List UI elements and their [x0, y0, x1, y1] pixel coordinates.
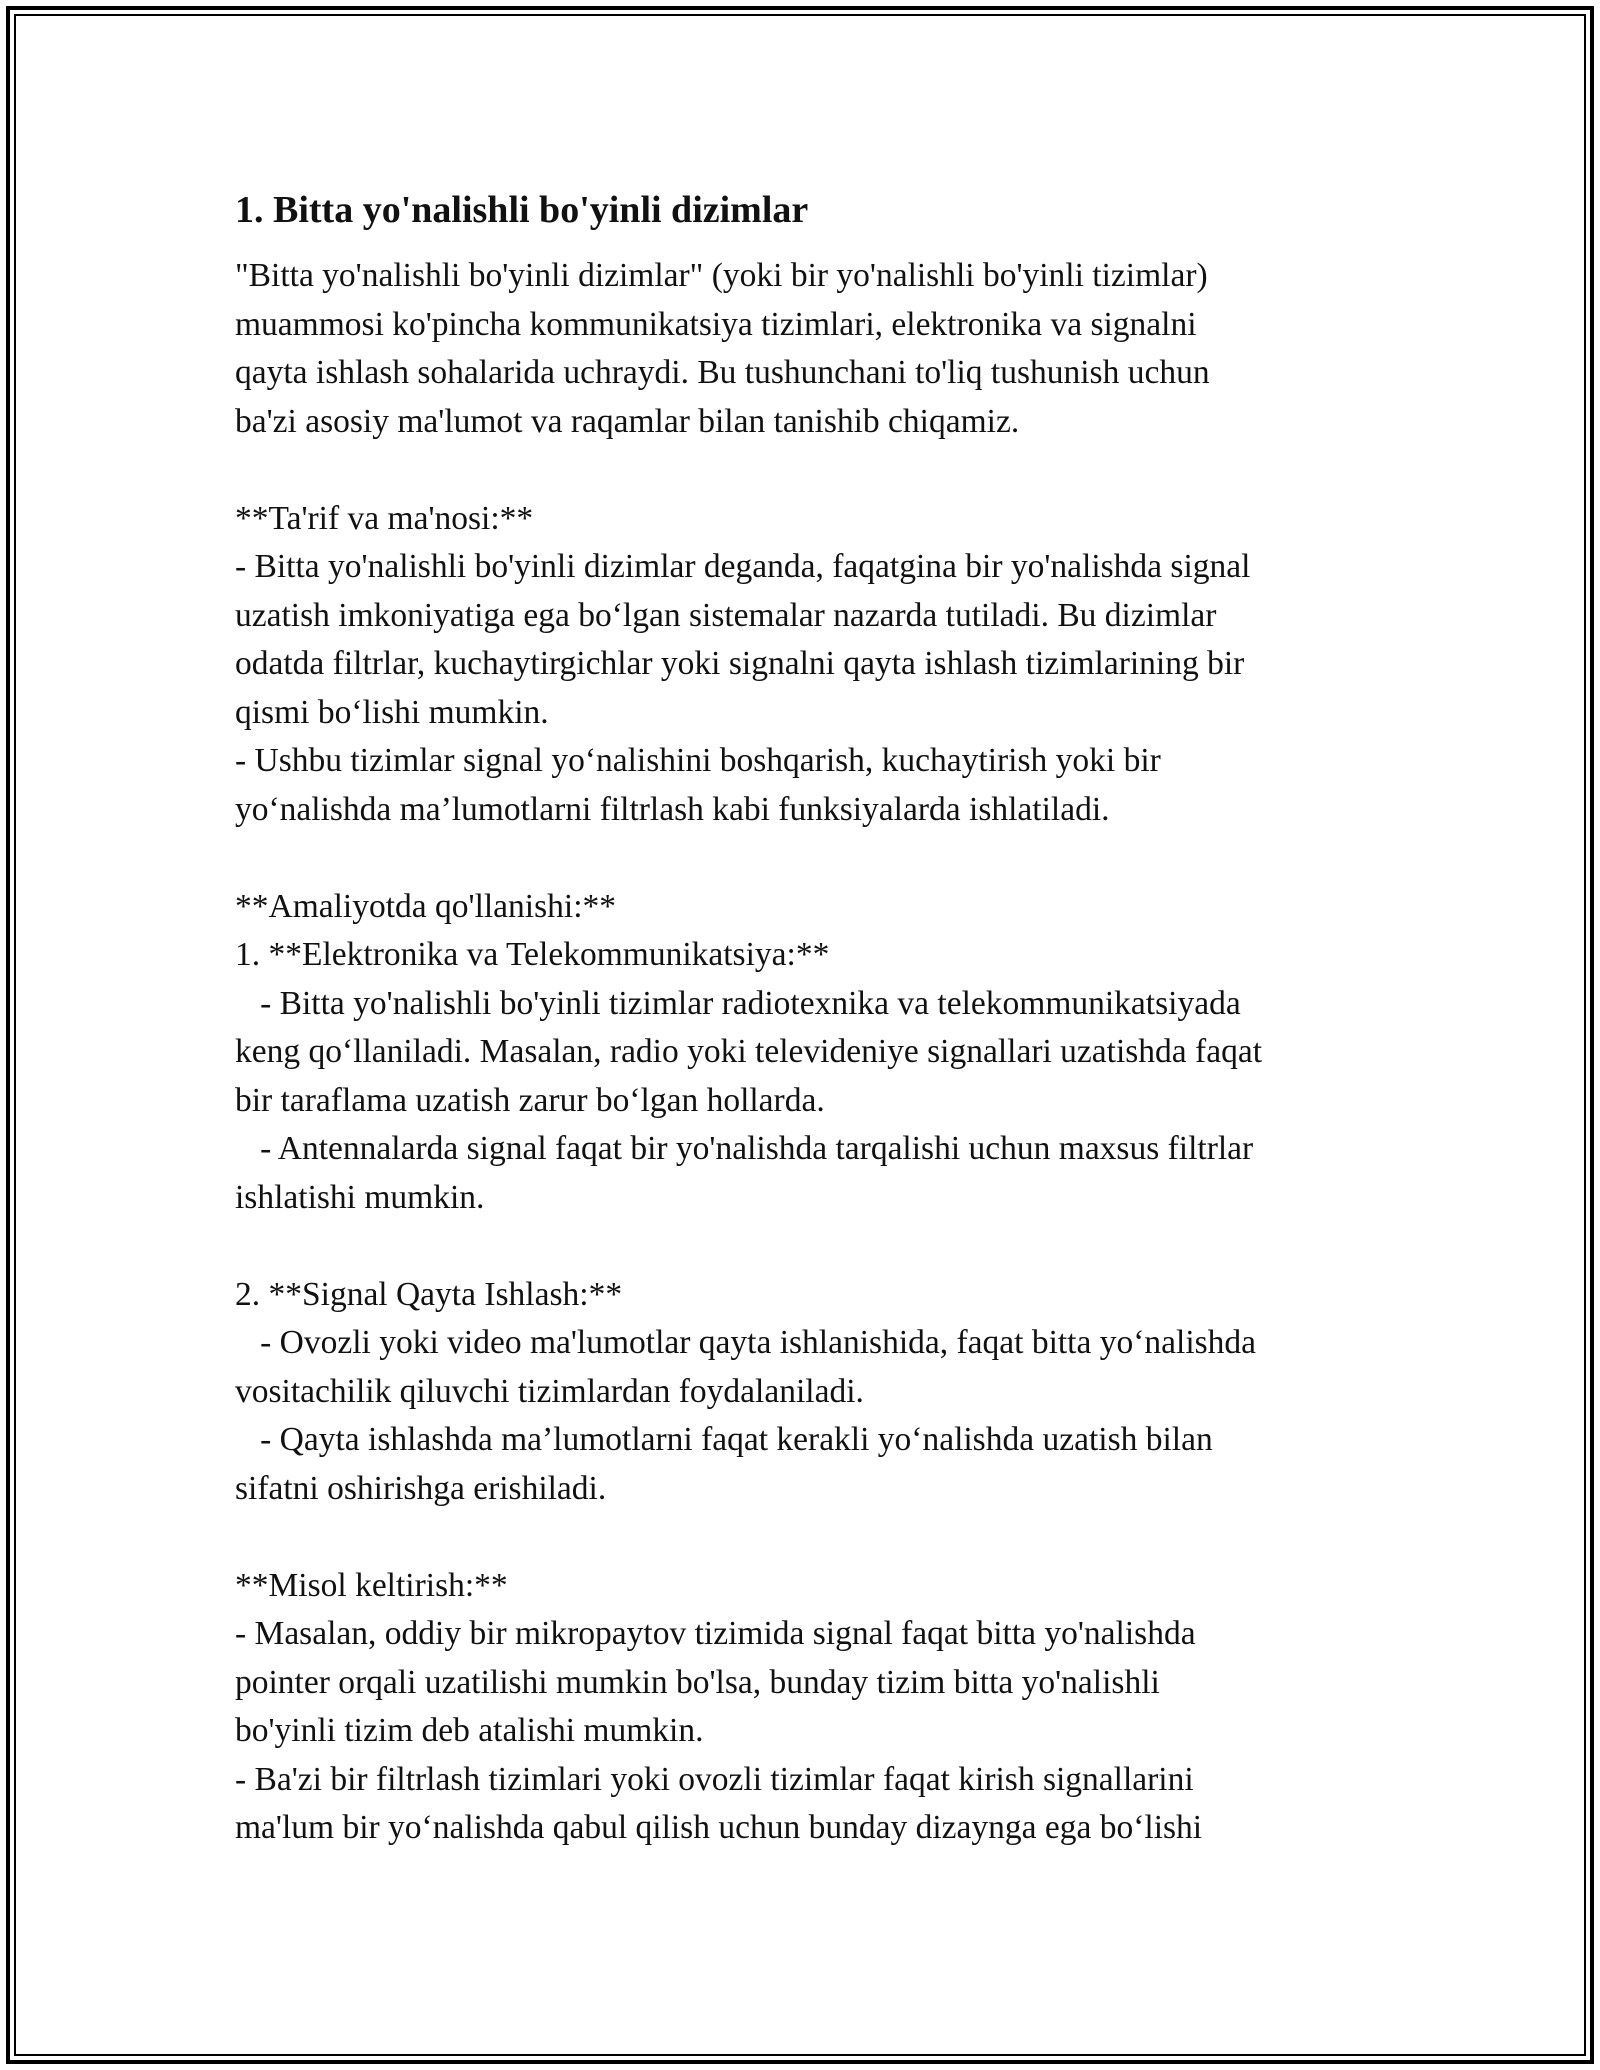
- text-line: bo'yinli tizim deb atalishi mumkin.: [235, 1712, 704, 1749]
- text-line: - Masalan, oddiy bir mikropaytov tizimida signal faqat bitta yo'nalishda: [235, 1615, 1196, 1652]
- text-line: **Amaliyotda qo'llanishi:**: [235, 887, 617, 925]
- text-line: odatda filtrlar, kuchaytirgichlar yoki signalni qayta ishlash tizimlarining bir: [235, 645, 1245, 682]
- text-line: 1. **Elektronika va Telekommunikatsiya:**: [235, 936, 830, 973]
- text-line: pointer orqali uzatilishi mumkin bo'lsa, bunday tizim bitta yo'nalishli: [235, 1663, 1160, 1701]
- blank-line: [235, 446, 1365, 495]
- text-line: - Ba'zi bir filtrlash tizimlari yoki ovozli tizimlar faqat kirish signallarini: [235, 1760, 1194, 1798]
- text-line: vositachilik qiluvchi tizimlardan foydalaniladi.: [235, 1372, 864, 1410]
- text-line: **Misol keltirish:**: [235, 1566, 508, 1604]
- text-line: - Ushbu tizimlar signal yo‘nalishini boshqarish, kuchaytirish yoki bir: [235, 742, 1161, 779]
- text-line: - Bitta yo'nalishli bo'yinli tizimlar radiotexnika va telekommunikatsiyada: [235, 984, 1241, 1022]
- text-line: yo‘nalishda ma’lumotlarni filtrlash kabi funksiyalarda ishlatiladi.: [235, 790, 1110, 828]
- blank-line: [235, 1513, 1365, 1562]
- text-line: - Qayta ishlashda ma’lumotlarni faqat kerakli yo‘nalishda uzatish bilan: [235, 1421, 1213, 1458]
- text-line: bir taraflama uzatish zarur bo‘lgan hollarda.: [235, 1081, 825, 1119]
- text-line: "Bitta yo'nalishli bo'yinli dizimlar" (yoki bir yo'nalishli bo'yinli tizimlar): [235, 257, 1208, 294]
- text-line: - Bitta yo'nalishli bo'yinli dizimlar deganda, faqatgina bir yo'nalishda signal: [235, 548, 1251, 585]
- text-line: uzatish imkoniyatiga ega bo‘lgan sistemalar nazarda tutiladi. Bu dizimlar: [235, 596, 1217, 634]
- text-line: 2. **Signal Qayta Ishlash:**: [235, 1275, 623, 1313]
- text-line: qismi bo‘lishi mumkin.: [235, 693, 549, 731]
- text-line: qayta ishlash sohalarida uchraydi. Bu tushunchani to'liq tushunish uchun: [235, 354, 1210, 391]
- text-line: **Ta'rif va ma'nosi:**: [235, 499, 534, 537]
- text-lines: [235, 252, 1365, 1853]
- text-line: - Ovozli yoki video ma'lumotlar qayta ishlanishida, faqat bitta yo‘nalishda: [235, 1324, 1257, 1361]
- document-title: 1. Bitta yo'nalishli bo'yinli dizimlar: [235, 189, 809, 231]
- text-line: ba'zi asosiy ma'lumot va raqamlar bilan tanishib chiqamiz.: [235, 402, 1020, 440]
- text-line: muammosi ko'pincha kommunikatsiya tizimlari, elektronika va signalni: [235, 305, 1197, 343]
- text-line: keng qo‘llaniladi. Masalan, radio yoki televideniye signallari uzatishda faqat: [235, 1033, 1263, 1070]
- text-line: ma'lum bir yo‘nalishda qabul qilish uchun bunday dizaynga ega bo‘lishi: [235, 1809, 1203, 1846]
- text-line: sifatni oshirishga erishiladi.: [235, 1469, 607, 1507]
- document-body: [235, 186, 1365, 1853]
- blank-line: [235, 834, 1365, 883]
- text-line: - Antennalarda signal faqat bir yo'nalishda tarqalishi uchun maxsus filtrlar: [235, 1130, 1254, 1167]
- blank-line: [235, 1222, 1365, 1271]
- text-line: ishlatishi mumkin.: [235, 1178, 485, 1216]
